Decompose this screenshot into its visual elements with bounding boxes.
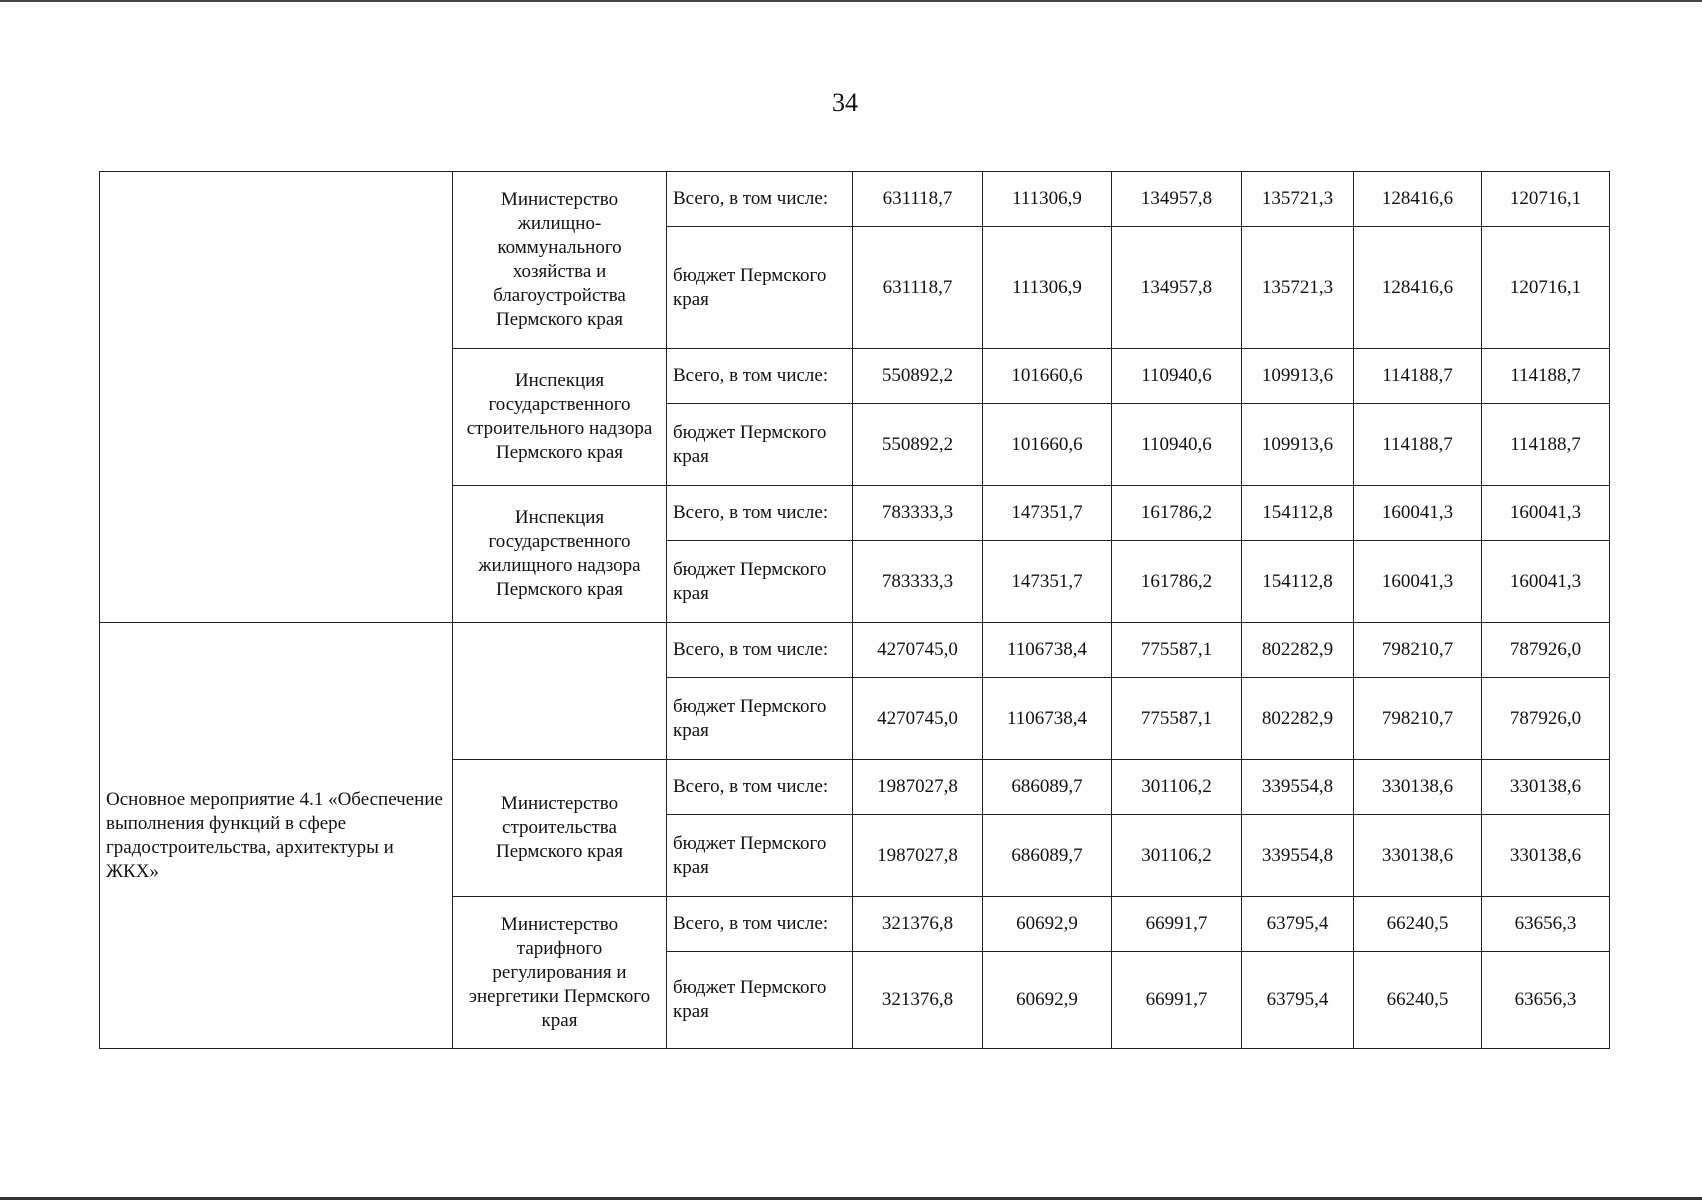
row-label-total: Всего, в том числе: xyxy=(667,897,853,952)
value-cell: 120716,1 xyxy=(1482,227,1610,349)
value-cell: 330138,6 xyxy=(1482,815,1610,897)
value-cell: 160041,3 xyxy=(1482,486,1610,541)
agency-cell: Инспекция государственного жилищного надзора Пермского края xyxy=(453,486,667,623)
row-label-total: Всего, в том числе: xyxy=(667,623,853,678)
value-cell: 110940,6 xyxy=(1112,404,1242,486)
value-cell: 114188,7 xyxy=(1354,349,1482,404)
value-cell: 775587,1 xyxy=(1112,623,1242,678)
row-label-budget: бюджет Пермского края xyxy=(667,404,853,486)
value-cell: 101660,6 xyxy=(983,404,1112,486)
row-label-total: Всего, в том числе: xyxy=(667,172,853,227)
blank-event-cell xyxy=(100,172,453,623)
value-cell: 66991,7 xyxy=(1112,952,1242,1049)
value-cell: 147351,7 xyxy=(983,486,1112,541)
main-event-cell: Основное мероприятие 4.1 «Обеспечение выполнения функций в сфере градостроительства, архитектуры и ЖКХ» xyxy=(100,623,453,1049)
value-cell: 135721,3 xyxy=(1242,172,1354,227)
value-cell: 330138,6 xyxy=(1354,815,1482,897)
value-cell: 798210,7 xyxy=(1354,623,1482,678)
value-cell: 114188,7 xyxy=(1354,404,1482,486)
value-cell: 1987027,8 xyxy=(853,815,983,897)
value-cell: 63656,3 xyxy=(1482,897,1610,952)
value-cell: 802282,9 xyxy=(1242,623,1354,678)
value-cell: 321376,8 xyxy=(853,897,983,952)
value-cell: 134957,8 xyxy=(1112,227,1242,349)
value-cell: 154112,8 xyxy=(1242,486,1354,541)
row-label-total: Всего, в том числе: xyxy=(667,349,853,404)
agency-cell: Инспекция государственного строительного надзора Пермского края xyxy=(453,349,667,486)
value-cell: 4270745,0 xyxy=(853,623,983,678)
value-cell: 550892,2 xyxy=(853,349,983,404)
value-cell: 114188,7 xyxy=(1482,349,1610,404)
value-cell: 339554,8 xyxy=(1242,815,1354,897)
value-cell: 686089,7 xyxy=(983,815,1112,897)
value-cell: 686089,7 xyxy=(983,760,1112,815)
value-cell: 63795,4 xyxy=(1242,897,1354,952)
value-cell: 111306,9 xyxy=(983,172,1112,227)
table-row xyxy=(100,623,1610,678)
row-label-total: Всего, в том числе: xyxy=(667,760,853,815)
agency-cell: Министерство строительства Пермского края xyxy=(453,760,667,897)
value-cell: 802282,9 xyxy=(1242,678,1354,760)
value-cell: 783333,3 xyxy=(853,486,983,541)
value-cell: 160041,3 xyxy=(1354,486,1482,541)
row-label-budget: бюджет Пермского края xyxy=(667,952,853,1049)
row-label-budget: бюджет Пермского края xyxy=(667,678,853,760)
value-cell: 1106738,4 xyxy=(983,678,1112,760)
value-cell: 63656,3 xyxy=(1482,952,1610,1049)
value-cell: 160041,3 xyxy=(1354,541,1482,623)
value-cell: 1106738,4 xyxy=(983,623,1112,678)
value-cell: 330138,6 xyxy=(1482,760,1610,815)
value-cell: 783333,3 xyxy=(853,541,983,623)
value-cell: 1987027,8 xyxy=(853,760,983,815)
value-cell: 63795,4 xyxy=(1242,952,1354,1049)
financing-table xyxy=(99,171,1610,1049)
value-cell: 160041,3 xyxy=(1482,541,1610,623)
value-cell: 101660,6 xyxy=(983,349,1112,404)
value-cell: 109913,6 xyxy=(1242,404,1354,486)
value-cell: 631118,7 xyxy=(853,227,983,349)
scan-top-edge xyxy=(0,0,1702,2)
value-cell: 154112,8 xyxy=(1242,541,1354,623)
value-cell: 321376,8 xyxy=(853,952,983,1049)
value-cell: 66240,5 xyxy=(1354,952,1482,1049)
page-number: 34 xyxy=(832,88,858,117)
value-cell: 631118,7 xyxy=(853,172,983,227)
value-cell: 775587,1 xyxy=(1112,678,1242,760)
value-cell: 301106,2 xyxy=(1112,760,1242,815)
value-cell: 128416,6 xyxy=(1354,227,1482,349)
value-cell: 161786,2 xyxy=(1112,486,1242,541)
value-cell: 114188,7 xyxy=(1482,404,1610,486)
value-cell: 120716,1 xyxy=(1482,172,1610,227)
agency-cell: Министерство жилищно-коммунального хозяйства и благоустройства Пермского края xyxy=(453,172,667,349)
value-cell: 109913,6 xyxy=(1242,349,1354,404)
value-cell: 111306,9 xyxy=(983,227,1112,349)
value-cell: 135721,3 xyxy=(1242,227,1354,349)
value-cell: 60692,9 xyxy=(983,952,1112,1049)
value-cell: 4270745,0 xyxy=(853,678,983,760)
value-cell: 330138,6 xyxy=(1354,760,1482,815)
row-label-total: Всего, в том числе: xyxy=(667,486,853,541)
value-cell: 161786,2 xyxy=(1112,541,1242,623)
row-label-budget: бюджет Пермского края xyxy=(667,227,853,349)
value-cell: 787926,0 xyxy=(1482,678,1610,760)
value-cell: 798210,7 xyxy=(1354,678,1482,760)
agency-cell xyxy=(453,623,667,760)
value-cell: 787926,0 xyxy=(1482,623,1610,678)
agency-cell: Министерство тарифного регулирования и энергетики Пермского края xyxy=(453,897,667,1049)
value-cell: 60692,9 xyxy=(983,897,1112,952)
value-cell: 550892,2 xyxy=(853,404,983,486)
row-label-budget: бюджет Пермского края xyxy=(667,815,853,897)
value-cell: 128416,6 xyxy=(1354,172,1482,227)
value-cell: 110940,6 xyxy=(1112,349,1242,404)
value-cell: 147351,7 xyxy=(983,541,1112,623)
value-cell: 339554,8 xyxy=(1242,760,1354,815)
row-label-budget: бюджет Пермского края xyxy=(667,541,853,623)
value-cell: 134957,8 xyxy=(1112,172,1242,227)
value-cell: 301106,2 xyxy=(1112,815,1242,897)
table-row xyxy=(100,172,1610,227)
value-cell: 66240,5 xyxy=(1354,897,1482,952)
value-cell: 66991,7 xyxy=(1112,897,1242,952)
